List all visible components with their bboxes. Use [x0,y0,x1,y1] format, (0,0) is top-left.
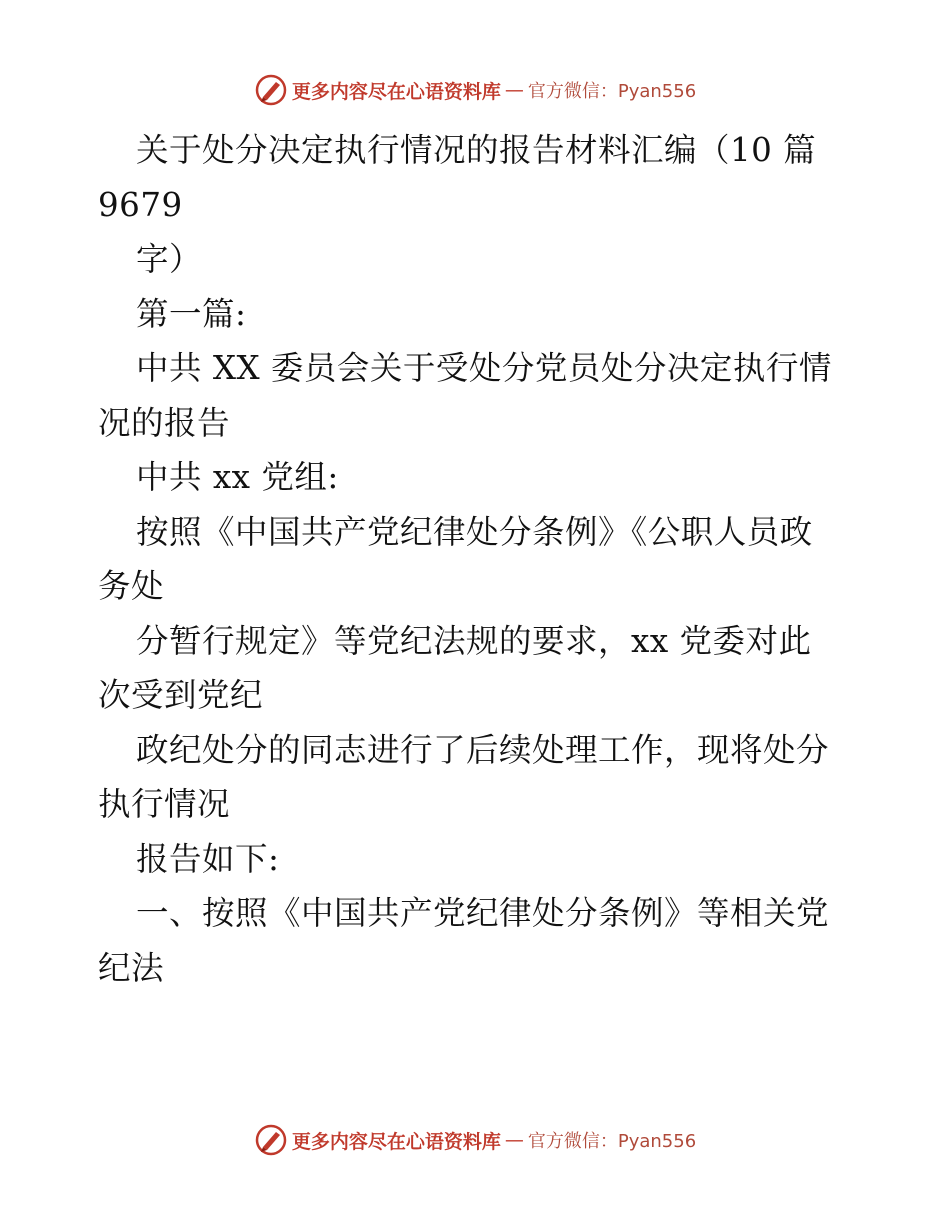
header-banner [0,70,950,110]
doc-line: 一、按照《中国共产党纪律处分条例》等相关党 [136,894,830,932]
banner-suffix-text: 官方微信：Pyan556 [527,1131,697,1152]
doc-line: 中共 XX 委员会关于受处分党员处分决定执行情 [136,349,832,387]
doc-line: 执行情况 [98,785,231,823]
pen-logo-icon [254,73,288,107]
doc-line: 况的报告 [98,403,231,442]
banner-dash: — [504,1129,524,1151]
doc-line: 第一篇: [136,294,247,333]
doc-line: 次受到党纪 [98,676,264,714]
footer-banner [0,1120,950,1160]
doc-line: 纪法 [98,948,165,987]
doc-line: 关于处分决定执行情况的报告材料汇编（10 篇 [136,131,817,169]
doc-line: 9679 [98,185,183,224]
doc-line: 务处 [98,567,165,605]
document-body [98,123,858,995]
banner-main-text: 更多内容尽在心语资料库 [291,80,501,103]
doc-line: 政纪处分的同志进行了后续处理工作，现将处分 [136,730,830,769]
banner-main-text: 更多内容尽在心语资料库 [291,1130,501,1153]
doc-line: 中共 xx 党组: [136,458,339,496]
doc-line: 分暂行规定》等党纪法规的要求，xx 党委对此 [136,621,812,660]
doc-line: 报告如下: [136,839,280,878]
banner-dash: — [504,79,524,101]
doc-line: 字） [136,240,203,278]
banner-suffix-text: 官方微信：Pyan556 [527,81,697,102]
pen-logo-icon [254,1123,288,1157]
doc-line: 按照《中国共产党纪律处分条例》《公职人员政 [136,512,813,551]
